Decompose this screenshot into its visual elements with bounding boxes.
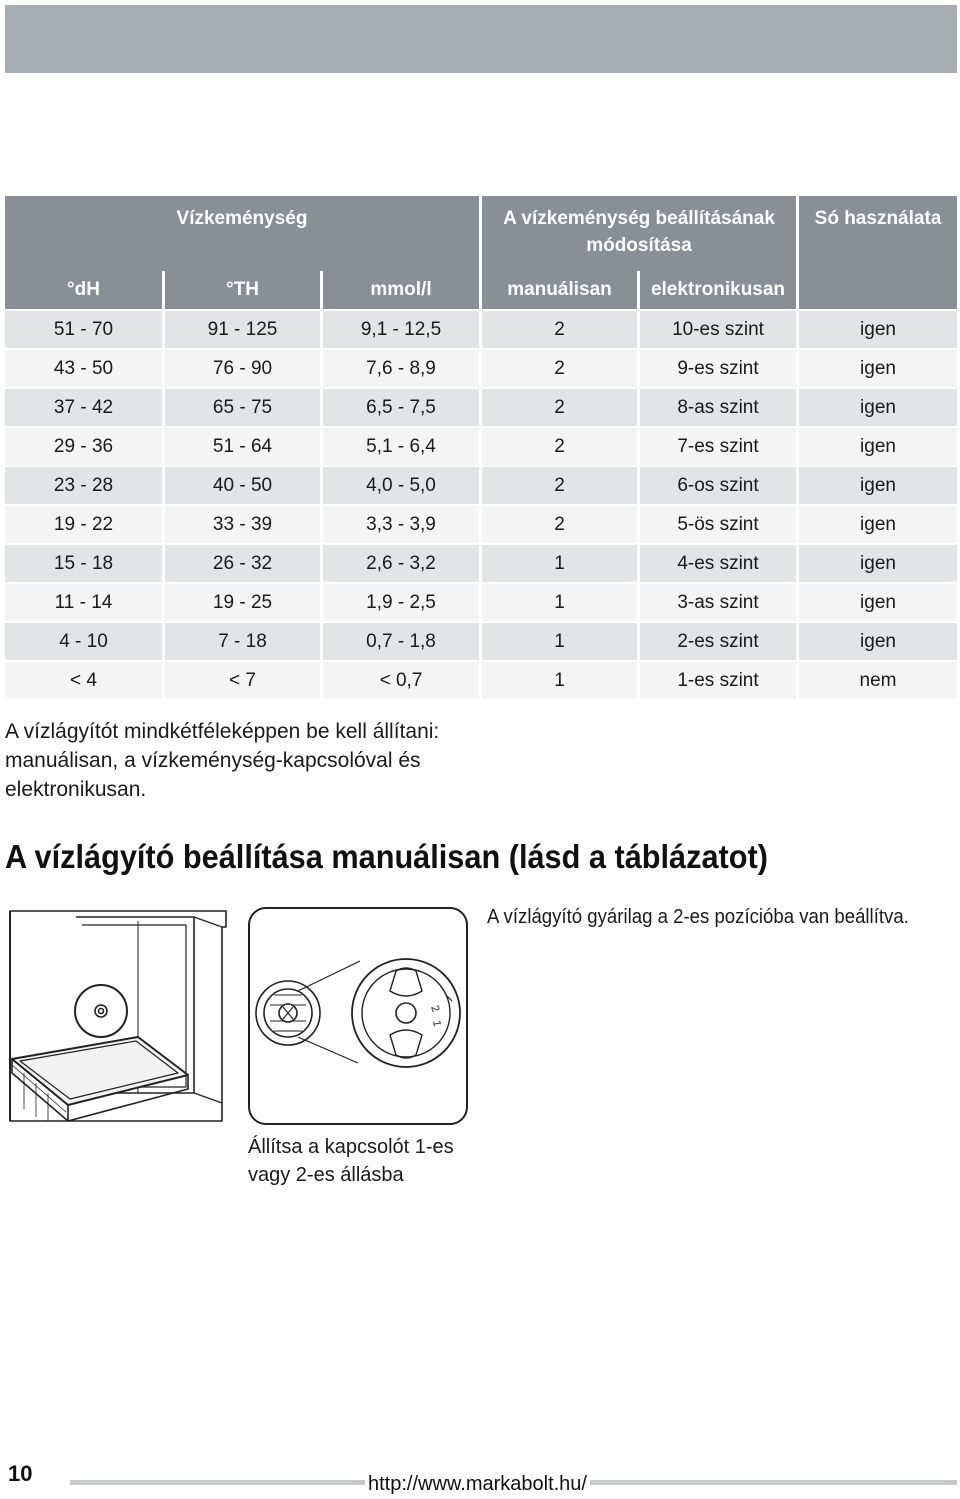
- table-cell: 37 - 42: [5, 387, 162, 426]
- table-cell: 7-es szint: [637, 426, 796, 465]
- section-title: A vízlágyító beállítása manuálisan (lásd a táblázatot): [5, 838, 768, 875]
- table-cell: igen: [796, 426, 957, 465]
- col-mmol: mmol/l: [320, 271, 479, 309]
- table-cell: igen: [796, 387, 957, 426]
- dial-label-2: 2: [428, 1003, 442, 1014]
- top-band: [5, 5, 957, 73]
- dial-label-1: 1: [430, 1019, 443, 1028]
- col-electronic: elektronikusan: [637, 271, 796, 309]
- table-row: [5, 543, 957, 582]
- table-cell: igen: [796, 504, 957, 543]
- page-number: 10: [8, 1461, 33, 1486]
- hardness-dial-illustration: [250, 909, 466, 1123]
- table-cell: 19 - 25: [162, 582, 320, 621]
- table-cell: 1,9 - 2,5: [320, 582, 479, 621]
- table-cell: 6-os szint: [637, 465, 796, 504]
- table-row: [5, 309, 957, 348]
- table-cell: 4-es szint: [637, 543, 796, 582]
- table-cell: 51 - 70: [5, 309, 162, 348]
- table-cell: 1: [479, 582, 637, 621]
- table-cell: 4 - 10: [5, 621, 162, 660]
- table-cell: 7 - 18: [162, 621, 320, 660]
- table-cell: igen: [796, 309, 957, 348]
- table-cell: 2: [479, 348, 637, 387]
- table-cell: 76 - 90: [162, 348, 320, 387]
- figure-caption: A vízlágyító gyárilag a 2-es pozícióba van beállítva.: [487, 906, 909, 928]
- table-row: [5, 426, 957, 465]
- col-th: °TH: [162, 271, 320, 309]
- table-cell: 26 - 32: [162, 543, 320, 582]
- figure2-caption: Állítsa a kapcsolót 1-es vagy 2-es állásba: [248, 1136, 454, 1186]
- table-body: [5, 309, 957, 699]
- header-hardness: Vízkeménység: [5, 196, 479, 271]
- table-row: [5, 387, 957, 426]
- dial-closeup-frame: [248, 907, 468, 1125]
- table-row: [5, 660, 957, 699]
- table-row: [5, 621, 957, 660]
- table-row: [5, 465, 957, 504]
- table-cell: 7,6 - 8,9: [320, 348, 479, 387]
- table-cell: 0,7 - 1,8: [320, 621, 479, 660]
- table-cell: 2: [479, 387, 637, 426]
- table-cell: 43 - 50: [5, 348, 162, 387]
- table-cell: 33 - 39: [162, 504, 320, 543]
- header-adjust: A vízkeménység beállításának módosítása: [479, 196, 796, 271]
- table-cell: 9-es szint: [637, 348, 796, 387]
- table-cell: 3-as szint: [637, 582, 796, 621]
- table-cell: 2: [479, 426, 637, 465]
- table-cell: 2: [479, 504, 637, 543]
- table-cell: 5,1 - 6,4: [320, 426, 479, 465]
- table-cell: igen: [796, 348, 957, 387]
- table-row: [5, 348, 957, 387]
- table-cell: igen: [796, 543, 957, 582]
- table-cell: 4,0 - 5,0: [320, 465, 479, 504]
- table-row: [5, 582, 957, 621]
- table-cell: 1-es szint: [637, 660, 796, 699]
- table-cell: 6,5 - 7,5: [320, 387, 479, 426]
- table-cell: nem: [796, 660, 957, 699]
- table-cell: 1: [479, 621, 637, 660]
- col-dh: °dH: [5, 271, 162, 309]
- table-cell: 65 - 75: [162, 387, 320, 426]
- table-row: [5, 504, 957, 543]
- table-cell: 23 - 28: [5, 465, 162, 504]
- table-cell: 10-es szint: [637, 309, 796, 348]
- table-cell: igen: [796, 621, 957, 660]
- table-cell: 51 - 64: [162, 426, 320, 465]
- header-salt: Só használata: [796, 196, 957, 309]
- table-cell: 2,6 - 3,2: [320, 543, 479, 582]
- table-cell: 2: [479, 465, 637, 504]
- col-manual: manuálisan: [479, 271, 637, 309]
- table-cell: 40 - 50: [162, 465, 320, 504]
- table-cell: igen: [796, 465, 957, 504]
- table-cell: 3,3 - 3,9: [320, 504, 479, 543]
- dishwasher-illustration: [8, 907, 228, 1125]
- table-cell: 15 - 18: [5, 543, 162, 582]
- water-hardness-table: [5, 196, 957, 699]
- table-cell: 9,1 - 12,5: [320, 309, 479, 348]
- footer-url[interactable]: http://www.markabolt.hu/: [365, 1473, 590, 1496]
- table-cell: 11 - 14: [5, 582, 162, 621]
- table-cell: 91 - 125: [162, 309, 320, 348]
- table-cell: 19 - 22: [5, 504, 162, 543]
- table-cell: 29 - 36: [5, 426, 162, 465]
- table-cell: 5-ös szint: [637, 504, 796, 543]
- note-text: A vízlágyítót mindkétféleképpen be kell állítani: manuálisan, a vízkeménység-kapcsolóval és elektronikusan.: [5, 720, 440, 801]
- table-cell: igen: [796, 582, 957, 621]
- table-cell: 8-as szint: [637, 387, 796, 426]
- table-cell: 2-es szint: [637, 621, 796, 660]
- table-cell: < 7: [162, 660, 320, 699]
- table-cell: < 0,7: [320, 660, 479, 699]
- table-cell: 1: [479, 543, 637, 582]
- table-cell: < 4: [5, 660, 162, 699]
- table-cell: 1: [479, 660, 637, 699]
- table-cell: 2: [479, 309, 637, 348]
